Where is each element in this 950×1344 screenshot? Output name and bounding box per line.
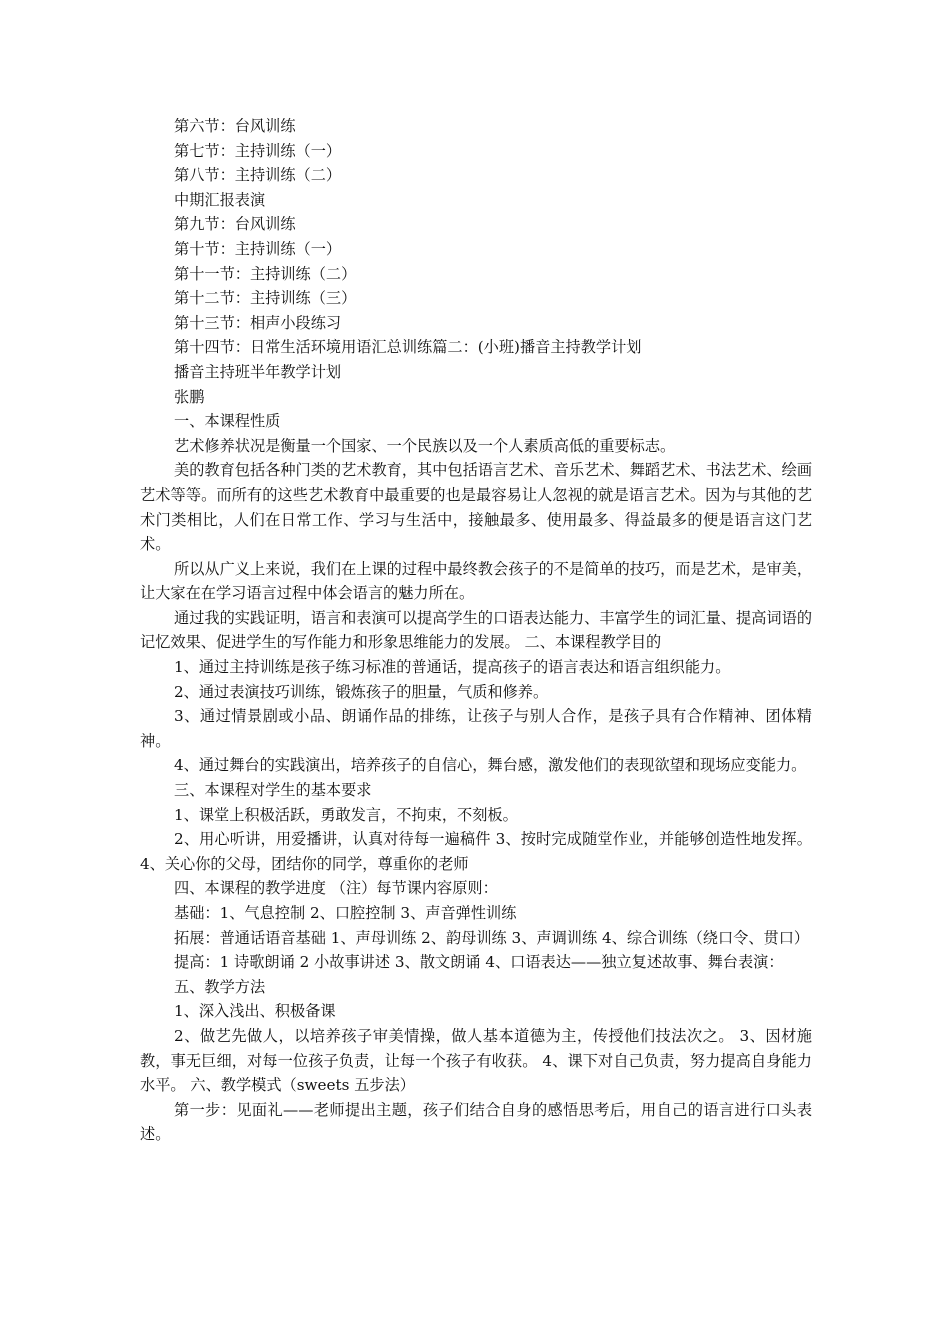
paragraph: 第一步：见面礼——老师提出主题，孩子们结合自身的感悟思考后，用自己的语言进行口头表述。 <box>140 1100 812 1144</box>
author-name: 张鹏 <box>174 387 205 406</box>
paragraph: 1、通过主持训练是孩子练习标准的普通话，提高孩子的语言表达和语言组织能力。 <box>174 658 731 677</box>
text-line: 第七节：主持训练（一） <box>174 141 342 160</box>
text-line: 第十一节：主持训练（二） <box>174 264 357 283</box>
paragraph: 提高：1 诗歌朗诵 2 小故事讲述 3、散文朗诵 4、口语表达——独立复述故事、舞台表演： <box>174 953 784 972</box>
paragraph: 美的教育包括各种门类的艺术教育，其中包括语言艺术、音乐艺术、舞蹈艺术、书法艺术、绘画艺术等等。而所有的这些艺术教育中最重要的也是最容易让人忽视的就是语言艺术。因为与其他的艺术门类相比，人们在日常工作、学习与生活中，接触最多、使用最多、得益最多的便是语言这门艺术。 <box>140 461 812 554</box>
text-line: 第六节：台风训练 <box>174 117 296 135</box>
section-heading: 四、本课程的教学进度 （注）每节课内容原则： <box>174 879 498 898</box>
paragraph: 2、用心听讲，用爱播讲，认真对待每一遍稿件 3、按时完成随堂作业，并能够创造性地发挥。 4、关心你的父母，团结你的同学，尊重你的老师 <box>140 830 812 873</box>
paragraph: 通过我的实践证明，语言和表演可以提高学生的口语表达能力、丰富学生的词汇量、提高词语的记忆效果、促进学生的写作能力和形象思维能力的发展。 二、本课程教学目的 <box>140 608 812 652</box>
text-line: 第九节：台风训练 <box>174 215 296 234</box>
paragraph: 1、课堂上积极活跃，勇敢发言，不拘束，不刻板。 <box>174 805 518 824</box>
paragraph: 艺术修养状况是衡量一个国家、一个民族以及一个人素质高低的重要标志。 <box>174 436 676 455</box>
document-body <box>140 114 812 1147</box>
text-line: 第十二节：主持训练（三） <box>174 289 357 308</box>
paragraph: 4、通过舞台的实践演出，培养孩子的自信心，舞台感，激发他们的表现欲望和现场应变能力。 <box>174 756 807 775</box>
paragraph: 基础：1、气息控制 2、口腔控制 3、声音弹性训练 <box>174 904 517 922</box>
section-heading: 五、教学方法 <box>174 977 266 996</box>
section-heading: 一、本课程性质 <box>174 412 281 431</box>
paragraph: 1、深入浅出、积极备课 <box>174 1002 336 1021</box>
text-line: 第八节：主持训练（二） <box>174 166 342 185</box>
paragraph: 2、做艺先做人，以培养孩子审美情操，做人基本道德为主，传授他们技法次之。 3、因材施教，事无巨细，对每一位孩子负责，让每一个孩子有收获。 4、课下对自己负责，努力提高自身能力水平。 六、教学模式（sweets 五步法） <box>140 1026 812 1095</box>
paragraph: 3、通过情景剧或小品、朗诵作品的排练，让孩子与别人合作，是孩子具有合作精神、团体精神。 <box>140 707 812 750</box>
paragraph: 2、通过表演技巧训练，锻炼孩子的胆量，气质和修养。 <box>174 682 549 701</box>
document-title: 播音主持班半年教学计划 <box>174 362 342 381</box>
text-line: 第十节：主持训练（一） <box>174 239 342 258</box>
text-line: 中期汇报表演 <box>174 190 266 209</box>
paragraph: 拓展：普通话语音基础 1、声母训练 2、韵母训练 3、声调训练 4、综合训练（绕口令、贯口） <box>174 928 810 947</box>
section-heading: 三、本课程对学生的基本要求 <box>174 781 372 800</box>
text-line: 第十四节：日常生活环境用语汇总训练篇二：(小班)播音主持教学计划 <box>174 338 642 357</box>
paragraph: 所以从广义上来说，我们在上课的过程中最终教会孩子的不是简单的技巧，而是艺术，是审美，让大家在在学习语言过程中体会语言的魅力所在。 <box>140 559 812 603</box>
text-line: 第十三节：相声小段练习 <box>174 313 342 332</box>
